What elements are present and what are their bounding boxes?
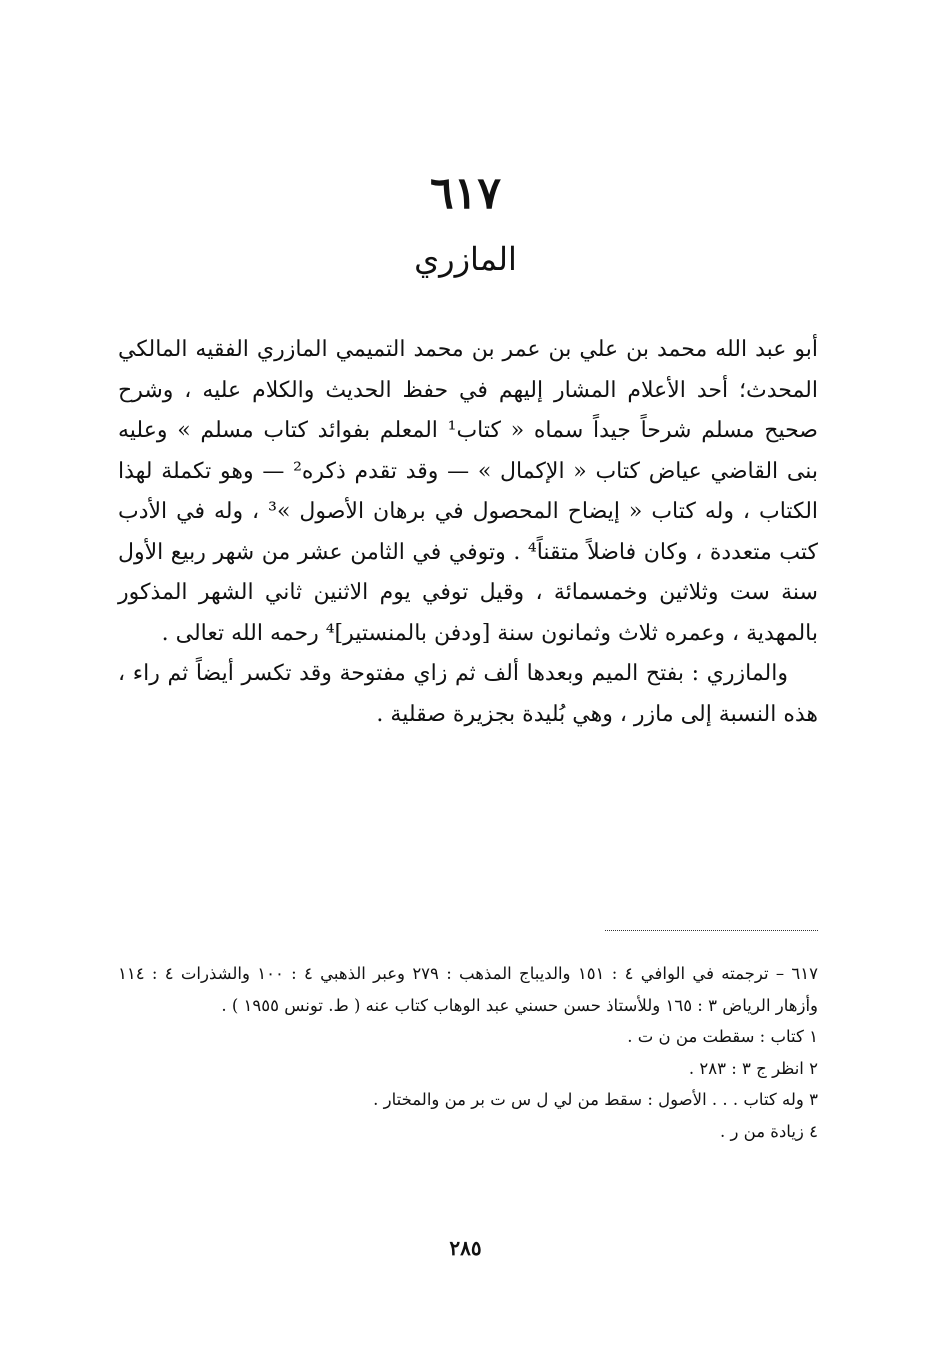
- footnote-3: ٣ وله كتاب . . . الأصول : سقط من لي ل س ت بر من والمختار .: [373, 1090, 818, 1109]
- entry-title: المازري: [414, 240, 517, 278]
- entry-number: ٦١٧: [430, 168, 501, 219]
- biography-text: [118, 330, 818, 735]
- biography-paragraph: أبو عبد الله محمد بن علي بن عمر بن محمد التميمي المازري الفقيه المالكي المحدث؛ أحد الأعلام المشار إليهم في حفظ الحديث والكلام عليه ، وشرح صحيح مسلم شرحاً جيداً سماه « كتاب¹ المعلم بفوائد كتاب مسلم » وعليه بنى القاضي عياض كتاب « الإكمال » — وقد تقدم ذكره² — وهو تكملة لهذا الكتاب ، وله كتاب « إيضاح المحصول في برهان الأصول »³ ، وله في الأدب كتب متعددة ، وكان فاضلاً متقناً⁴ . وتوفي في الثامن عشر من شهر ربيع الأول سنة ست وثلاثين وخمسمائة ، وقيل توفي يوم الاثنين ثاني الشهر المذكور بالمهدية ، وعمره ثلاث وثمانون سنة [ودفن بالمنستير]⁴ رحمه الله تعالى .: [118, 337, 819, 646]
- footnote-sources: ٦١٧ – ترجمته في الوافي ٤ : ١٥١ والديباج المذهب : ٢٧٩ وعبر الذهبي ٤ : ١٠٠ والشذرات ٤ : ١١٤ وأزهار الرياض ٣ : ١٦٥ وللأستاذ حسن حسني عبد الوهاب كتاب عنه ( ط. تونس ١٩٥٥ ) .: [118, 964, 818, 1015]
- footnote-separator: [605, 930, 818, 931]
- footnote-2: ٢ انظر ج ٣ : ٢٨٣ .: [688, 1058, 818, 1078]
- page-number: ٢٨٥: [449, 1236, 482, 1260]
- footnote-4: ٤ زيادة من ر .: [719, 1121, 818, 1141]
- nisba-paragraph: والمازري : بفتح الميم وبعدها ألف ثم زاي مفتوحة وقد تكسر أيضاً ثم راء ، هذه النسبة إلى مازر ، وهي بُليدة بجزيرة صقلية .: [118, 661, 818, 727]
- footnotes: [118, 958, 818, 1147]
- footnote-1: ١ كتاب : سقطت من ن ت .: [627, 1027, 818, 1046]
